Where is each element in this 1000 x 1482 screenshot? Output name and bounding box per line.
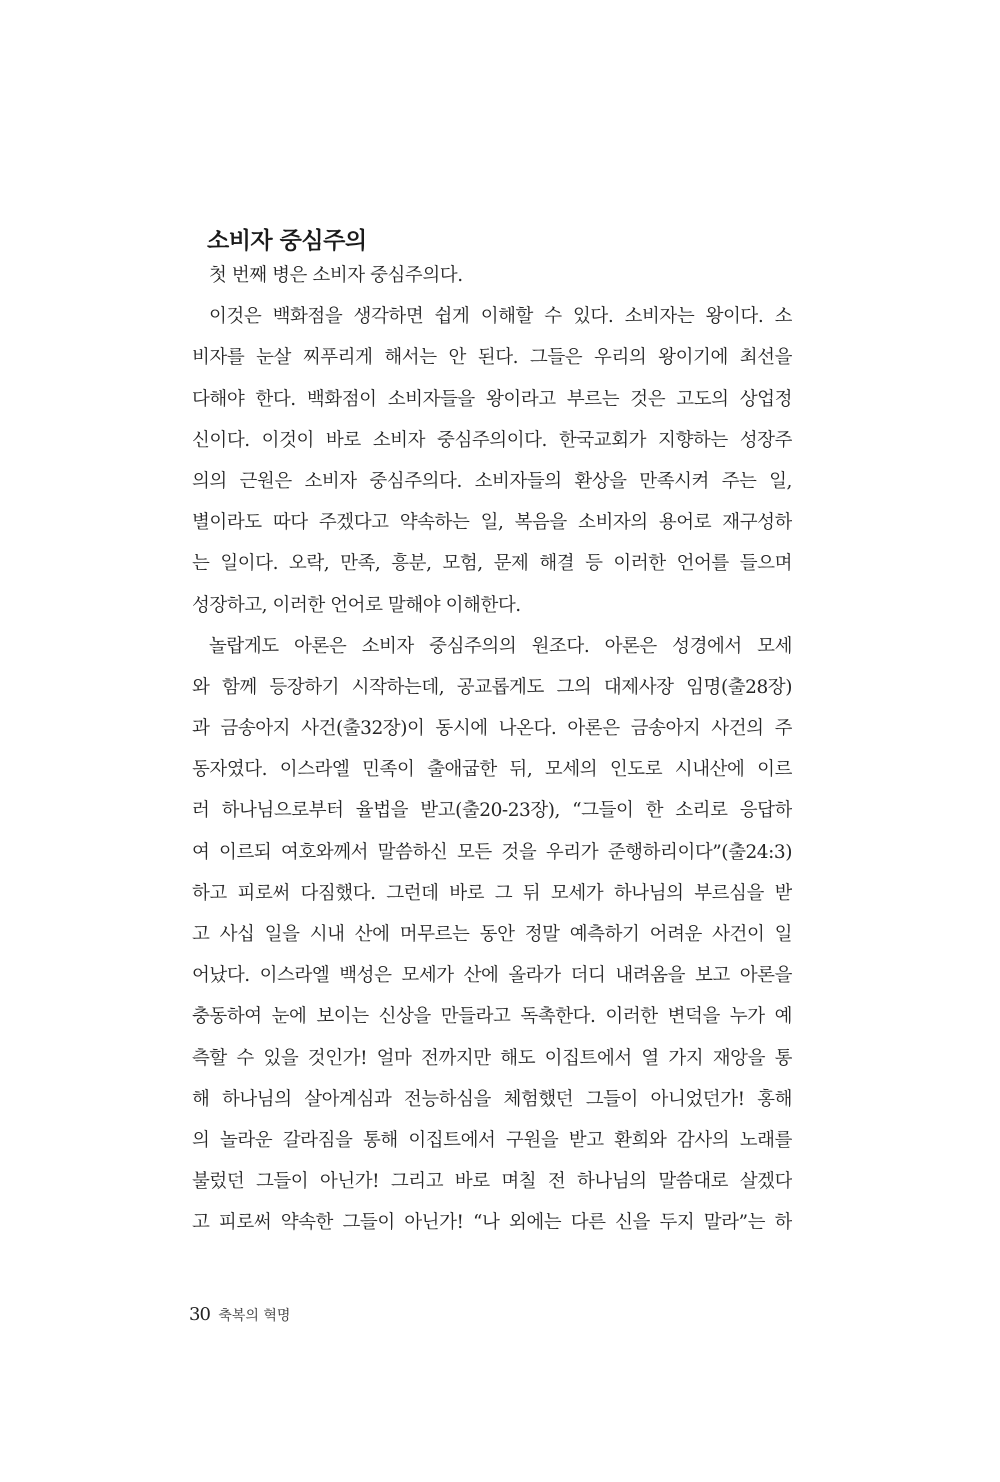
text-line: 과 금송아지 사건(출32장)이 동시에 나온다. 아론은 금송아지 사건의 주 [192, 718, 792, 740]
text-line: 고 사십 일을 시내 산에 머무르는 동안 정말 예측하기 어려운 사건이 일 [192, 924, 792, 945]
text-line: 첫 번째 병은 소비자 중심주의다. [209, 265, 463, 286]
text-line: 측할 수 있을 것인가! 얼마 전까지만 해도 이집트에서 열 가지 재앙을 통 [192, 1047, 792, 1069]
text-line: 다해야 한다. 백화점이 소비자들을 왕이라고 부르는 것은 고도의 상업정 [192, 388, 792, 410]
text-line: 동자였다. 이스라엘 민족이 출애굽한 뒤, 모세의 인도로 시내산에 이르 [192, 759, 792, 781]
text-line: 별이라도 따다 주겠다고 약속하는 일, 복음을 소비자의 용어로 재구성하 [192, 512, 792, 534]
text-line: 놀랍게도 아론은 소비자 중심주의의 원조다. 아론은 성경에서 모세 [209, 635, 792, 657]
section-heading: 소비자 중심주의 [207, 228, 367, 255]
text-line: 비자를 눈살 찌푸리게 해서는 안 된다. 그들은 우리의 왕이기에 최선을 [192, 347, 792, 369]
text-line: 이것은 백화점을 생각하면 쉽게 이해할 수 있다. 소비자는 왕이다. 소 [209, 306, 792, 328]
running-title: 축복의 혁명 [218, 1308, 291, 1324]
text-line: 해 하나님의 살아계심과 전능하심을 체험했던 그들이 아니었던가! 홍해 [192, 1088, 792, 1110]
text-line: 충동하여 눈에 보이는 신상을 만들라고 독촉한다. 이러한 변덕을 누가 예 [192, 1006, 792, 1028]
text-line: 의 놀라운 갈라짐을 통해 이집트에서 구원을 받고 환희와 감사의 노래를 [192, 1129, 792, 1151]
page-footer [189, 1304, 290, 1325]
text-line: 와 함께 등장하기 시작하는데, 공교롭게도 그의 대제사장 임명(출28장) [192, 676, 792, 698]
text-line: 는 일이다. 오락, 만족, 흥분, 모험, 문제 해결 등 이러한 언어를 들으며 [192, 553, 792, 575]
text-line: 신이다. 이것이 바로 소비자 중심주의이다. 한국교회가 지향하는 성장주 [192, 429, 792, 451]
page-number: 30 [189, 1304, 210, 1325]
text-line: 의의 근원은 소비자 중심주의다. 소비자들의 환상을 만족시켜 주는 일, [192, 470, 792, 492]
text-line: 고 피로써 약속한 그들이 아닌가! “나 외에는 다른 신을 두지 말라”는 하 [192, 1212, 792, 1234]
text-line: 어났다. 이스라엘 백성은 모세가 산에 올라가 더디 내려옴을 보고 아론을 [192, 965, 792, 987]
text-line: 성장하고, 이러한 언어로 말해야 이해한다. [192, 594, 521, 616]
text-line: 하고 피로써 다짐했다. 그런데 바로 그 뒤 모세가 하나님의 부르심을 받 [192, 882, 792, 904]
body-text [192, 255, 792, 1244]
text-line: 불렀던 그들이 아닌가! 그리고 바로 며칠 전 하나님의 말씀대로 살겠다 [192, 1171, 792, 1193]
text-line: 여 이르되 여호와께서 말씀하신 모든 것을 우리가 준행하리이다”(출24:3) [192, 841, 792, 863]
text-line: 러 하나님으로부터 율법을 받고(출20-23장), “그들이 한 소리로 응답하 [192, 800, 792, 822]
